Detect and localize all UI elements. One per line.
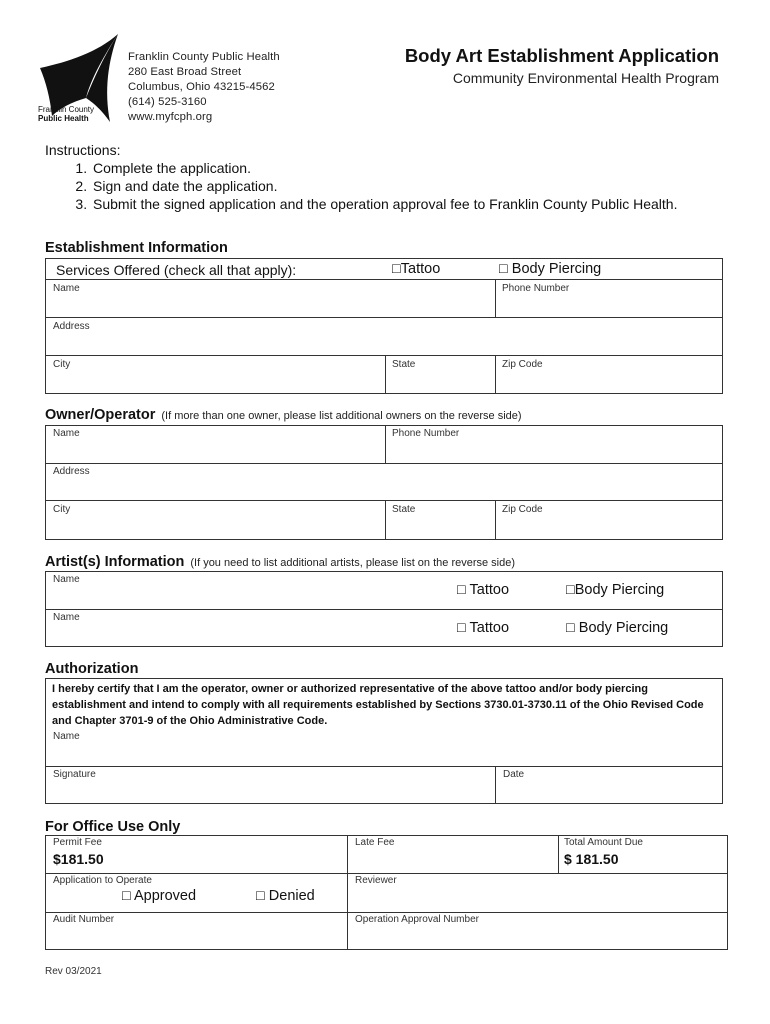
artist-1-piercing-checkbox[interactable]: □Body Piercing [566, 582, 665, 598]
owner-box [45, 425, 723, 540]
establishment-zip-field[interactable]: Zip Code [502, 359, 543, 370]
denied-checkbox[interactable]: □ Denied [256, 888, 315, 904]
establishment-address-field[interactable]: Address [53, 321, 90, 332]
late-fee-field[interactable]: Late Fee [355, 837, 395, 848]
owner-address-field[interactable]: Address [53, 466, 90, 477]
date-field[interactable]: Date [503, 769, 525, 780]
operation-approval-number-field[interactable]: Operation Approval Number [355, 914, 479, 925]
divider [385, 500, 386, 540]
artist-1-tattoo-checkbox[interactable]: □ Tattoo [457, 582, 510, 598]
authorization-heading: Authorization [45, 661, 139, 677]
divider [347, 835, 348, 950]
divider [45, 317, 723, 318]
revision-date: Rev 03/2021 [45, 966, 102, 977]
owner-heading-text: Owner/Operator [45, 407, 156, 423]
org-phone: (614) 525-3160 [128, 96, 207, 108]
owner-city-field[interactable]: City [53, 504, 71, 515]
artist-name-field-1[interactable]: Name [53, 574, 80, 585]
org-address [128, 50, 280, 125]
instructions-heading: Instructions: [45, 142, 121, 158]
body-piercing-checkbox[interactable]: □ Body Piercing [499, 261, 602, 277]
logo-line-1: Franklin County [38, 105, 95, 114]
divider [45, 500, 723, 501]
divider [495, 355, 496, 394]
artists-heading-text: Artist(s) Information [45, 554, 185, 570]
org-name: Franklin County Public Health [128, 51, 280, 63]
approved-checkbox[interactable]: □ Approved [122, 888, 197, 904]
divider [495, 766, 496, 804]
divider [495, 279, 496, 317]
divider [45, 873, 728, 874]
instructions [45, 141, 695, 213]
divider [45, 609, 723, 610]
permit-fee-label: Permit Fee [53, 837, 102, 848]
owner-note: (If more than one owner, please list additional owners on the reverse side) [161, 410, 522, 422]
org-website: www.myfcph.org [128, 111, 213, 123]
signature-field[interactable]: Signature [53, 769, 96, 780]
artist-name-field-2[interactable]: Name [53, 612, 80, 623]
divider [495, 500, 496, 540]
artists-heading [45, 554, 515, 570]
audit-number-field[interactable]: Audit Number [53, 914, 115, 925]
logo-line-2: Public Health [38, 114, 89, 123]
divider [558, 835, 559, 873]
establishment-heading: Establishment Information [45, 240, 228, 256]
owner-phone-field[interactable]: Phone Number [392, 428, 460, 439]
establishment-city-field[interactable]: City [53, 359, 71, 370]
form-subtitle: Community Environmental Health Program [452, 70, 719, 86]
total-amount-value: $ 181.50 [564, 851, 619, 867]
artist-2-piercing-checkbox[interactable]: □ Body Piercing [566, 620, 669, 636]
services-offered-label: Services Offered (check all that apply): [56, 262, 297, 278]
org-city: Columbus, Ohio 43215-4562 [128, 81, 275, 93]
divider [45, 463, 723, 464]
authorization-statement: I hereby certify that I am the operator, owner or authorized representative of the above tattoo and/or body piercing establishment and intend to comply with all requirements established by Sections 3730.01-3730.11 of the Ohio Revised Code and Chapter 3701-9 of the Ohio Administrative Code. [52, 683, 704, 727]
divider [45, 766, 723, 767]
logo-text [38, 105, 94, 123]
establishment-state-field[interactable]: State [392, 359, 416, 370]
divider [385, 355, 386, 394]
divider [45, 279, 723, 280]
divider [45, 912, 728, 913]
permit-fee-value: $181.50 [53, 851, 104, 867]
office-heading: For Office Use Only [45, 819, 181, 835]
owner-zip-field[interactable]: Zip Code [502, 504, 543, 515]
owner-heading [45, 407, 522, 423]
owner-name-field[interactable]: Name [53, 428, 80, 439]
form-title: Body Art Establishment Application [404, 45, 719, 66]
establishment-name-field[interactable]: Name [53, 283, 80, 294]
org-street: 280 East Broad Street [128, 66, 242, 78]
artists-note: (If you need to list additional artists, please list on the reverse side) [190, 557, 516, 569]
owner-state-field[interactable]: State [392, 504, 416, 515]
authorization-name-field[interactable]: Name [53, 731, 80, 742]
artist-2-tattoo-checkbox[interactable]: □ Tattoo [457, 620, 510, 636]
instruction-item: 2. Sign and date the application. [91, 177, 695, 195]
divider [45, 355, 723, 356]
tattoo-checkbox[interactable]: □Tattoo [392, 261, 441, 277]
reviewer-field[interactable]: Reviewer [355, 875, 397, 886]
total-amount-label: Total Amount Due [564, 837, 643, 848]
divider [385, 425, 386, 463]
instruction-item: 1. Complete the application. [91, 159, 695, 177]
application-to-operate-label: Application to Operate [53, 875, 152, 886]
instruction-item: 3. Submit the signed application and the operation approval fee to Franklin County Public Health. [91, 195, 695, 213]
establishment-phone-field[interactable]: Phone Number [502, 283, 570, 294]
